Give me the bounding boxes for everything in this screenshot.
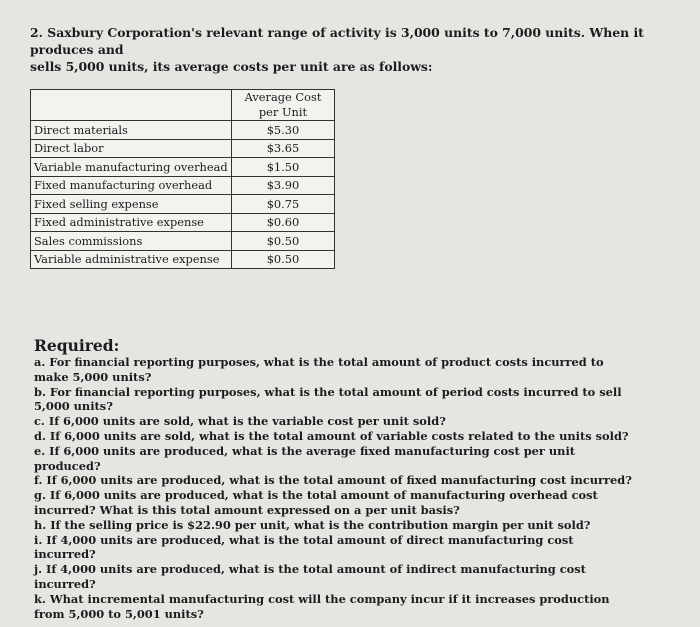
problem-line-1: 2. Saxbury Corporation's relevant range of activity is 3,000 units to 7,000 units. When it produces and bbox=[30, 25, 644, 57]
cost-label: Fixed manufacturing overhead bbox=[31, 176, 232, 195]
cost-value: $3.90 bbox=[232, 176, 335, 195]
question-b: b. For financial reporting purposes, what is the total amount of period costs incurred to sell 5,000 units? bbox=[34, 384, 622, 414]
table-row bbox=[31, 250, 335, 269]
cost-label: Fixed selling expense bbox=[31, 195, 232, 214]
question-h: h. If the selling price is $22.90 per unit, what is the contribution margin per unit sold? bbox=[34, 517, 591, 532]
table-row bbox=[31, 176, 335, 195]
cost-label: Direct labor bbox=[31, 139, 232, 158]
cost-label: Fixed administrative expense bbox=[31, 213, 232, 232]
cost-value: $0.60 bbox=[232, 213, 335, 232]
question-e: e. If 6,000 units are produced, what is the average fixed manufacturing cost per unit produced? bbox=[34, 443, 576, 473]
question-a: a. For financial reporting purposes, what is the total amount of product costs incurred to make 5,000 units? bbox=[34, 355, 604, 384]
cost-label: Variable manufacturing overhead bbox=[31, 158, 232, 177]
table-row bbox=[31, 213, 335, 232]
required-heading: Required: bbox=[34, 336, 120, 355]
question-f: f. If 6,000 units are produced, what is the total amount of fixed manufacturing cost incurred? bbox=[34, 473, 632, 488]
problem-statement bbox=[30, 24, 670, 75]
table-row bbox=[31, 195, 335, 214]
problem-line-2: sells 5,000 units, its average costs per unit are as follows: bbox=[30, 59, 433, 74]
question-k: k. What incremental manufacturing cost will the company incur if it increases production from 5,000 to 5,001 units? bbox=[34, 591, 610, 621]
table-row bbox=[31, 139, 335, 158]
table-header-row bbox=[31, 90, 335, 121]
question-i: i. If 4,000 units are produced, what is the total amount of direct manufacturing cost incurred? bbox=[34, 532, 574, 562]
cost-value: $0.50 bbox=[232, 232, 335, 251]
blank-header-cell bbox=[31, 90, 232, 121]
cost-value: $3.65 bbox=[232, 139, 335, 158]
question-c: c. If 6,000 units are sold, what is the variable cost per unit sold? bbox=[34, 414, 446, 429]
cost-label: Sales commissions bbox=[31, 232, 232, 251]
cost-label: Variable administrative expense bbox=[31, 250, 232, 269]
cost-table bbox=[30, 89, 335, 269]
cost-value: $5.30 bbox=[232, 121, 335, 140]
question-g: g. If 6,000 units are produced, what is the total amount of manufacturing overhead cost incurred? What is this total amount expressed on a per unit basis? bbox=[34, 488, 598, 517]
required-section bbox=[34, 337, 634, 621]
cost-value: $0.75 bbox=[232, 195, 335, 214]
table-row bbox=[31, 158, 335, 177]
average-cost-header: Average Cost per Unit bbox=[232, 90, 335, 121]
cost-value: $1.50 bbox=[232, 158, 335, 177]
table-row bbox=[31, 232, 335, 251]
cost-value: $0.50 bbox=[232, 250, 335, 269]
table-row bbox=[31, 121, 335, 140]
cost-label: Direct materials bbox=[31, 121, 232, 140]
question-j: j. If 4,000 units are produced, what is the total amount of indirect manufacturing cost incurred? bbox=[34, 562, 586, 591]
question-d: d. If 6,000 units are sold, what is the total amount of variable costs related to the units sold? bbox=[34, 428, 629, 443]
